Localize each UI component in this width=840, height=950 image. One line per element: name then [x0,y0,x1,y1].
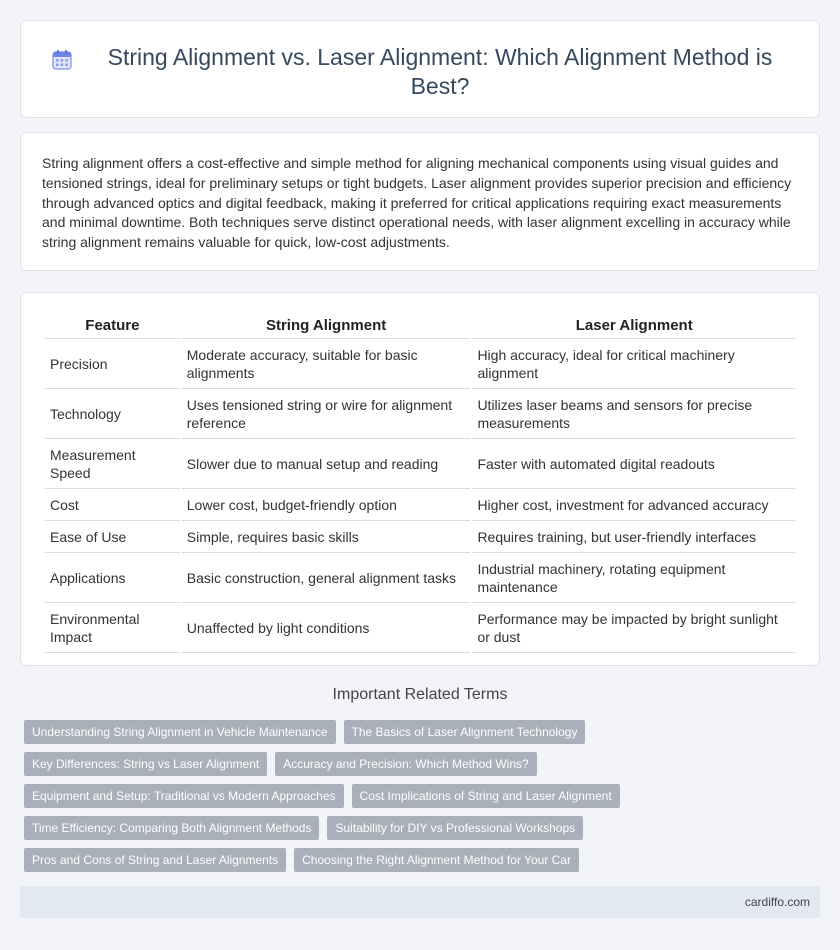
table-cell: Basic construction, general alignment tasks [182,553,471,603]
table-cell: Environmental Impact [45,603,180,653]
related-term-tag[interactable]: Time Efficiency: Comparing Both Alignment Methods [24,816,319,840]
table-cell: Lower cost, budget-friendly option [182,489,471,521]
table-cell: Slower due to manual setup and reading [182,439,471,489]
table-cell: Precision [45,339,180,389]
related-term-tag[interactable]: Pros and Cons of String and Laser Alignments [24,848,286,872]
intro-paragraph: String alignment offers a cost-effective and simple method for aligning mechanical components using visual guides and tensioned strings, ideal for preliminary setups or tight budgets. Laser alignment provides superior precision and efficiency through advanced optics and digital feedback, making it preferred for critical applications requiring exact measurements and minimal downtime. Both techniques serve distinct operational needs, with laser alignment excelling in accuracy while string alignment remains valuable for quick, low-cost adjustments. [42,155,792,251]
related-term-tag[interactable]: Suitability for DIY vs Professional Workshops [327,816,583,840]
column-header-laser: Laser Alignment [472,315,796,339]
table-row [45,339,796,389]
page-title: String Alignment vs. Laser Alignment: Which Alignment Method is Best? [107,44,773,99]
related-terms-list [24,720,784,880]
table-cell: Performance may be impacted by bright sunlight or dust [472,603,796,653]
footer-site-link[interactable]: cardiffo.com [744,895,810,909]
table-cell: Utilizes laser beams and sensors for precise measurements [472,389,796,439]
table-cell: High accuracy, ideal for critical machinery alignment [472,339,796,389]
table-cell: Applications [45,553,180,603]
table-cell: Industrial machinery, rotating equipment maintenance [472,553,796,603]
table-row [45,603,796,653]
table-cell: Simple, requires basic skills [182,521,471,553]
comparison-table [43,315,798,653]
title-card [20,20,820,118]
table-row [45,521,796,553]
related-term-tag[interactable]: Equipment and Setup: Traditional vs Modern Approaches [24,784,344,808]
table-cell: Ease of Use [45,521,180,553]
related-term-tag[interactable]: Accuracy and Precision: Which Method Wins? [275,752,536,776]
table-cell: Cost [45,489,180,521]
table-cell: Measurement Speed [45,439,180,489]
related-term-tag[interactable]: Key Differences: String vs Laser Alignment [24,752,267,776]
table-cell: Unaffected by light conditions [182,603,471,653]
column-header-feature: Feature [45,315,180,339]
table-row [45,439,796,489]
table-cell: Moderate accuracy, suitable for basic alignments [182,339,471,389]
table-cell: Faster with automated digital readouts [472,439,796,489]
related-term-tag[interactable]: The Basics of Laser Alignment Technology [344,720,586,744]
footer-bar [20,886,820,918]
table-cell: Uses tensioned string or wire for alignment reference [182,389,471,439]
related-term-tag[interactable]: Cost Implications of String and Laser Alignment [352,784,620,808]
related-term-tag[interactable]: Understanding String Alignment in Vehicle Maintenance [24,720,336,744]
intro-card [20,132,820,271]
table-header-row [45,315,796,339]
comparison-table-card [20,292,820,666]
column-header-string: String Alignment [182,315,471,339]
related-term-tag[interactable]: Choosing the Right Alignment Method for Your Car [294,848,579,872]
table-row [45,553,796,603]
table-row [45,389,796,439]
related-terms-title: Important Related Terms [332,686,508,703]
table-cell: Technology [45,389,180,439]
table-row [45,489,796,521]
table-cell: Requires training, but user-friendly interfaces [472,521,796,553]
table-cell: Higher cost, investment for advanced accuracy [472,489,796,521]
